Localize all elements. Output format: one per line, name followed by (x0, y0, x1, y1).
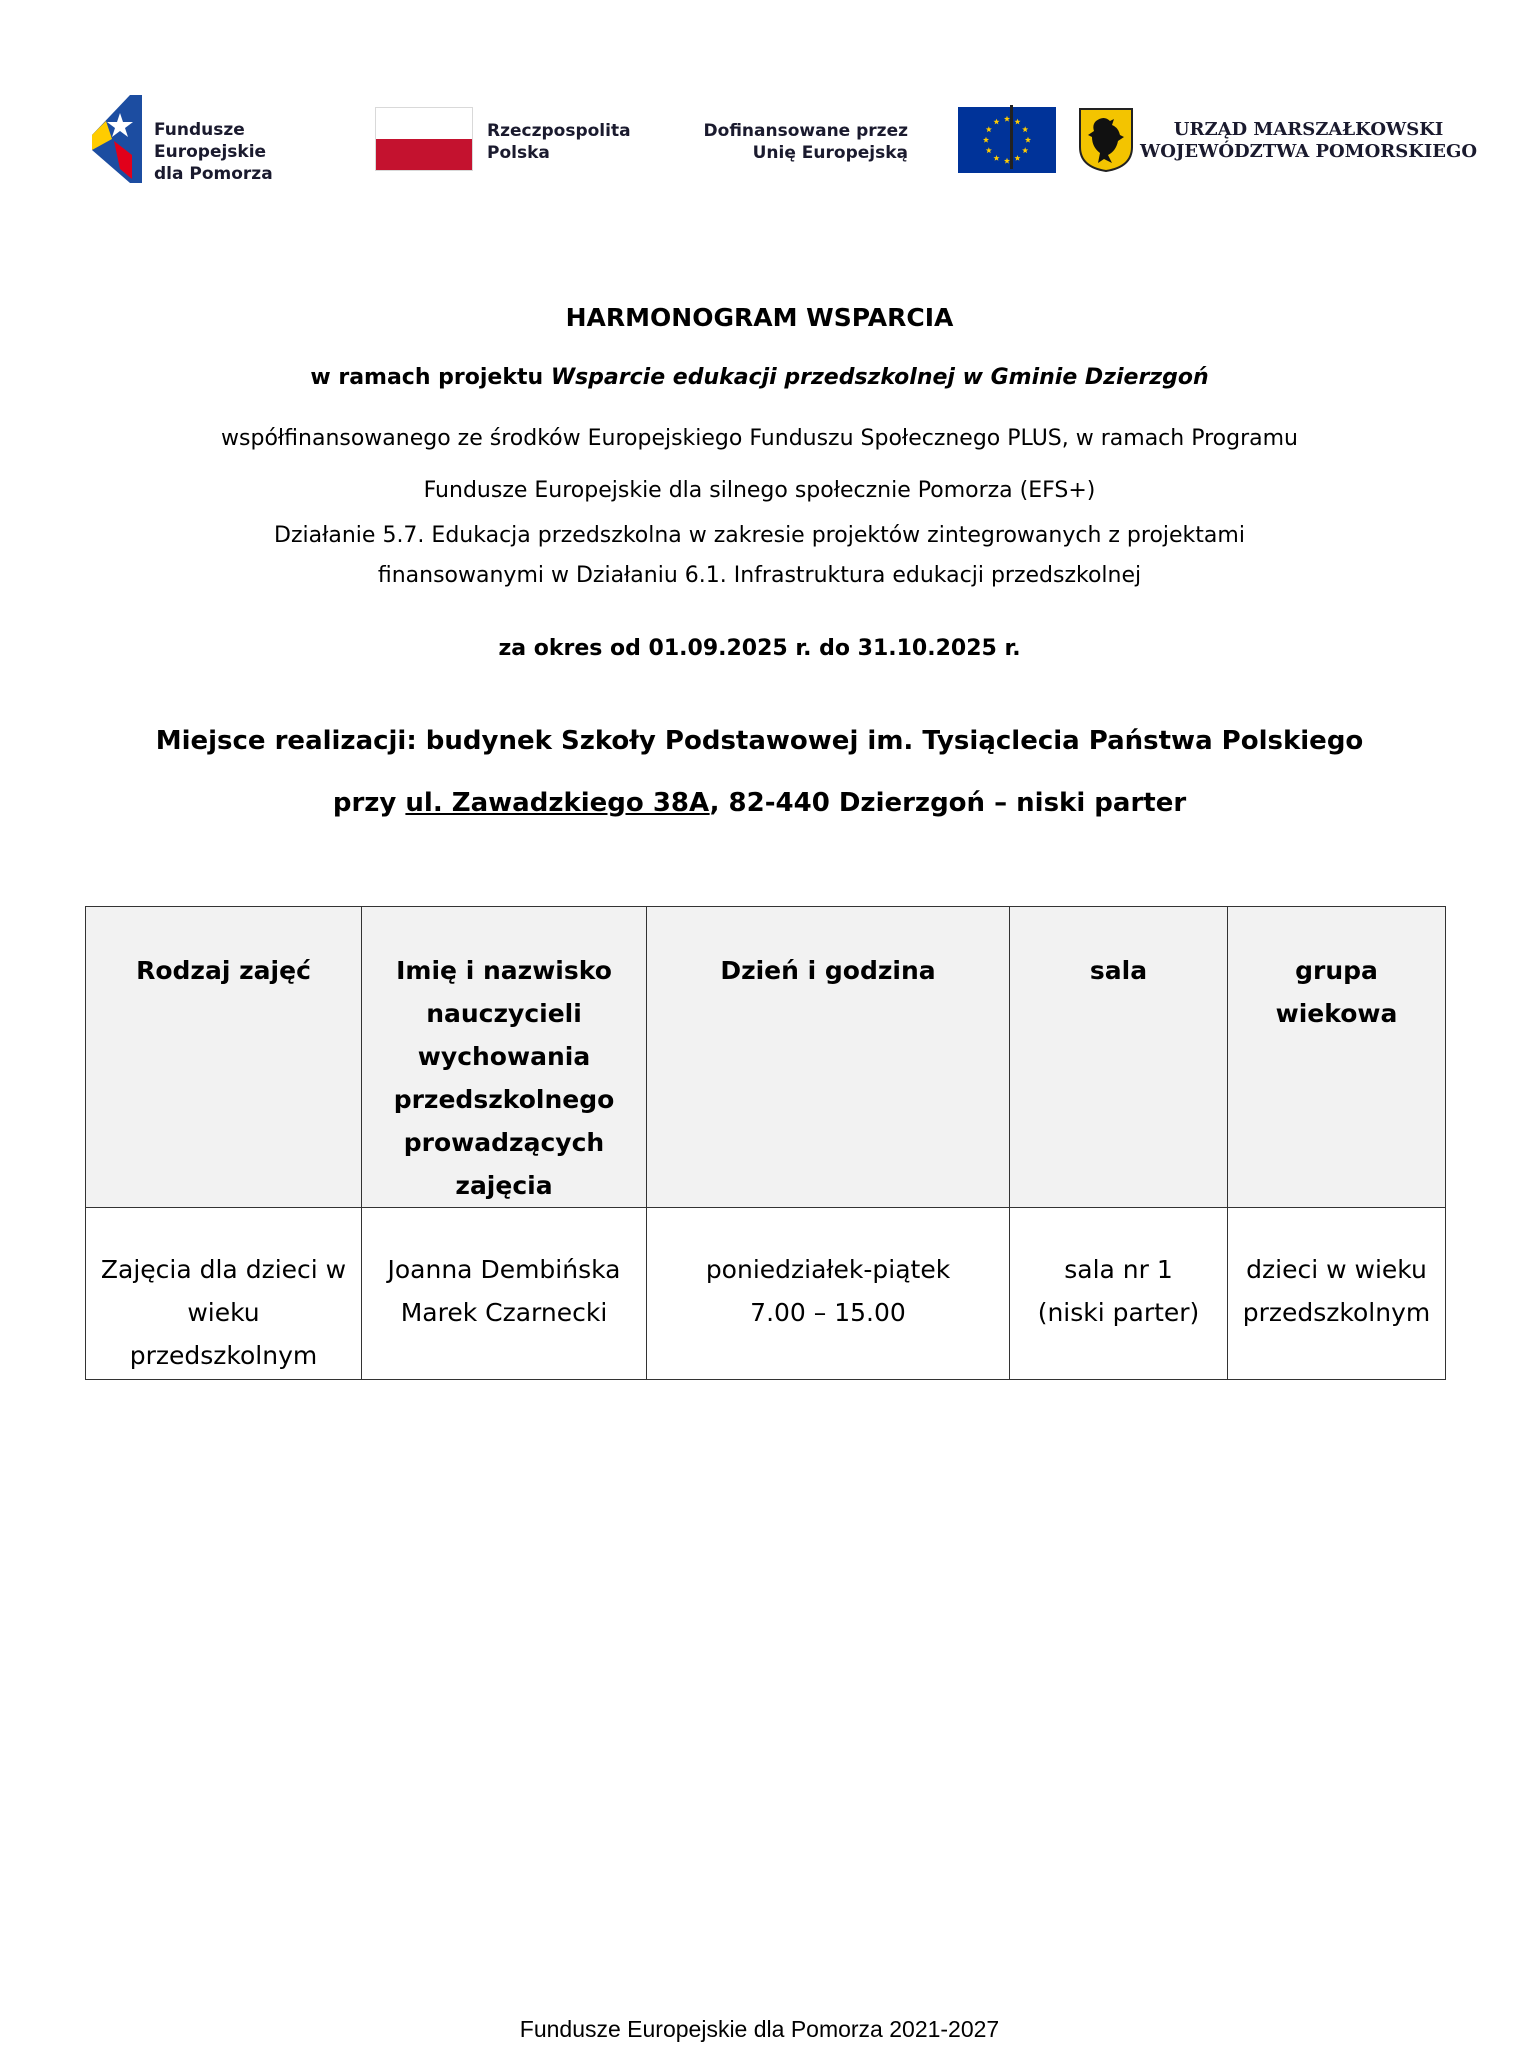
project-subtitle (0, 365, 1519, 390)
cell-line: (niski parter) (1037, 1298, 1200, 1327)
header-line: wiekowa (1275, 999, 1398, 1028)
cell-line: poniedziałek-piątek (705, 1255, 951, 1284)
header-line: Imię i nazwisko (396, 956, 612, 985)
venue-street: ul. Zawadzkiego 38A (405, 788, 710, 818)
cell-line: sala nr 1 (1064, 1255, 1173, 1284)
funding-line1: współfinansowanego ze środków Europejskiego Funduszu Społecznego PLUS, w ramach Programu (221, 426, 1298, 451)
rp-logo-text (487, 120, 631, 164)
cell-line: dzieci w wieku (1246, 1255, 1427, 1284)
eu-logo (656, 107, 1056, 175)
table-header-row (86, 907, 1446, 1208)
cell-line: przedszkolnym (129, 1341, 318, 1370)
cell-line: przedszkolnym (1242, 1298, 1431, 1327)
table-row (86, 1208, 1446, 1380)
cell-line: Marek Czarnecki (400, 1298, 608, 1327)
venue-line2 (0, 788, 1519, 818)
logo-divider (1010, 105, 1013, 169)
header-line: wychowania (417, 1042, 591, 1071)
header-rodzaj-zajec (86, 907, 362, 1208)
cell-nauczyciele (362, 1208, 647, 1380)
cell-line: wieku (187, 1298, 260, 1327)
header-line: przedszkolnego (393, 1085, 615, 1114)
eu-logo-text (704, 120, 908, 164)
eu-flag-icon (958, 107, 1056, 173)
header-dzien-godzina (647, 907, 1010, 1208)
cell-line: 7.00 – 15.00 (750, 1298, 906, 1327)
project-name: Wsparcie edukacji przedszkolnej w Gminie Dzierzgoń (550, 365, 1209, 390)
header-line: prowadzących (403, 1128, 605, 1157)
venue-line1: Miejsce realizacji: budynek Szkoły Podstawowej im. Tysiąclecia Państwa Polskiego (155, 726, 1364, 756)
cell-rodzaj-zajec (86, 1208, 362, 1380)
document-title: HARMONOGRAM WSPARCIA (565, 303, 954, 332)
rp-logo-line2: Polska (487, 143, 550, 163)
header-line: sala (1089, 956, 1148, 985)
schedule-table (85, 906, 1446, 1380)
page-footer: Fundusze Europejskie dla Pomorza 2021-2027 (519, 2016, 1000, 2042)
um-logo-text (1140, 119, 1477, 163)
venue-prefix: przy (332, 788, 406, 818)
um-logo-line2: WOJEWÓDZTWA POMORSKIEGO (1140, 141, 1478, 162)
header-sala (1010, 907, 1228, 1208)
period-text: za okres od 01.09.2025 r. do 31.10.2025 r. (498, 636, 1021, 661)
cell-sala (1010, 1208, 1228, 1380)
fe-pomorze-logo (92, 95, 342, 185)
fe-logo-line1: Fundusze Europejskie (154, 120, 267, 162)
fe-logo-text (154, 119, 342, 185)
header-line: Rodzaj zajęć (136, 956, 311, 985)
logo-bar (88, 95, 1478, 185)
header-grupa-wiekowa (1228, 907, 1446, 1208)
fe-star-logo-icon (92, 95, 142, 183)
subtitle-prefix: w ramach projektu (310, 365, 551, 390)
action-line2: finansowanymi w Działaniu 6.1. Infrastruktura edukacji przedszkolnej (377, 563, 1142, 588)
polish-flag-icon (375, 107, 473, 171)
eu-logo-line1: Dofinansowane przez (703, 121, 908, 141)
eu-logo-line2: Unię Europejską (752, 143, 908, 163)
cell-grupa-wiekowa (1228, 1208, 1446, 1380)
header-line: zajęcia (455, 1171, 553, 1200)
header-line: grupa (1295, 956, 1378, 985)
action-line1: Działanie 5.7. Edukacja przedszkolna w zakresie projektów zintegrowanych z projektami (274, 523, 1245, 548)
header-nauczyciele (362, 907, 647, 1208)
action-description (0, 516, 1519, 596)
header-line: Dzień i godzina (720, 956, 936, 985)
cell-dzien-godzina (647, 1208, 1010, 1380)
funding-description (0, 413, 1519, 517)
fe-logo-line2: dla Pomorza (154, 164, 273, 184)
rp-logo-line1: Rzeczpospolita (487, 121, 631, 141)
cell-line: Zajęcia dla dzieci w (100, 1255, 347, 1284)
cell-line: Joanna Dembińska (387, 1255, 621, 1284)
header-line: nauczycieli (426, 999, 582, 1028)
rp-logo (375, 107, 635, 175)
venue-suffix: , 82-440 Dzierzgoń – niski parter (709, 788, 1187, 818)
funding-line2: Fundusze Europejskie dla silnego społecznie Pomorza (EFS+) (423, 478, 1096, 503)
pomeranian-griffin-crest-icon (1078, 107, 1134, 173)
urzad-marszalkowski-logo (1078, 107, 1478, 177)
um-logo-line1: URZĄD MARSZAŁKOWSKI (1173, 119, 1444, 140)
